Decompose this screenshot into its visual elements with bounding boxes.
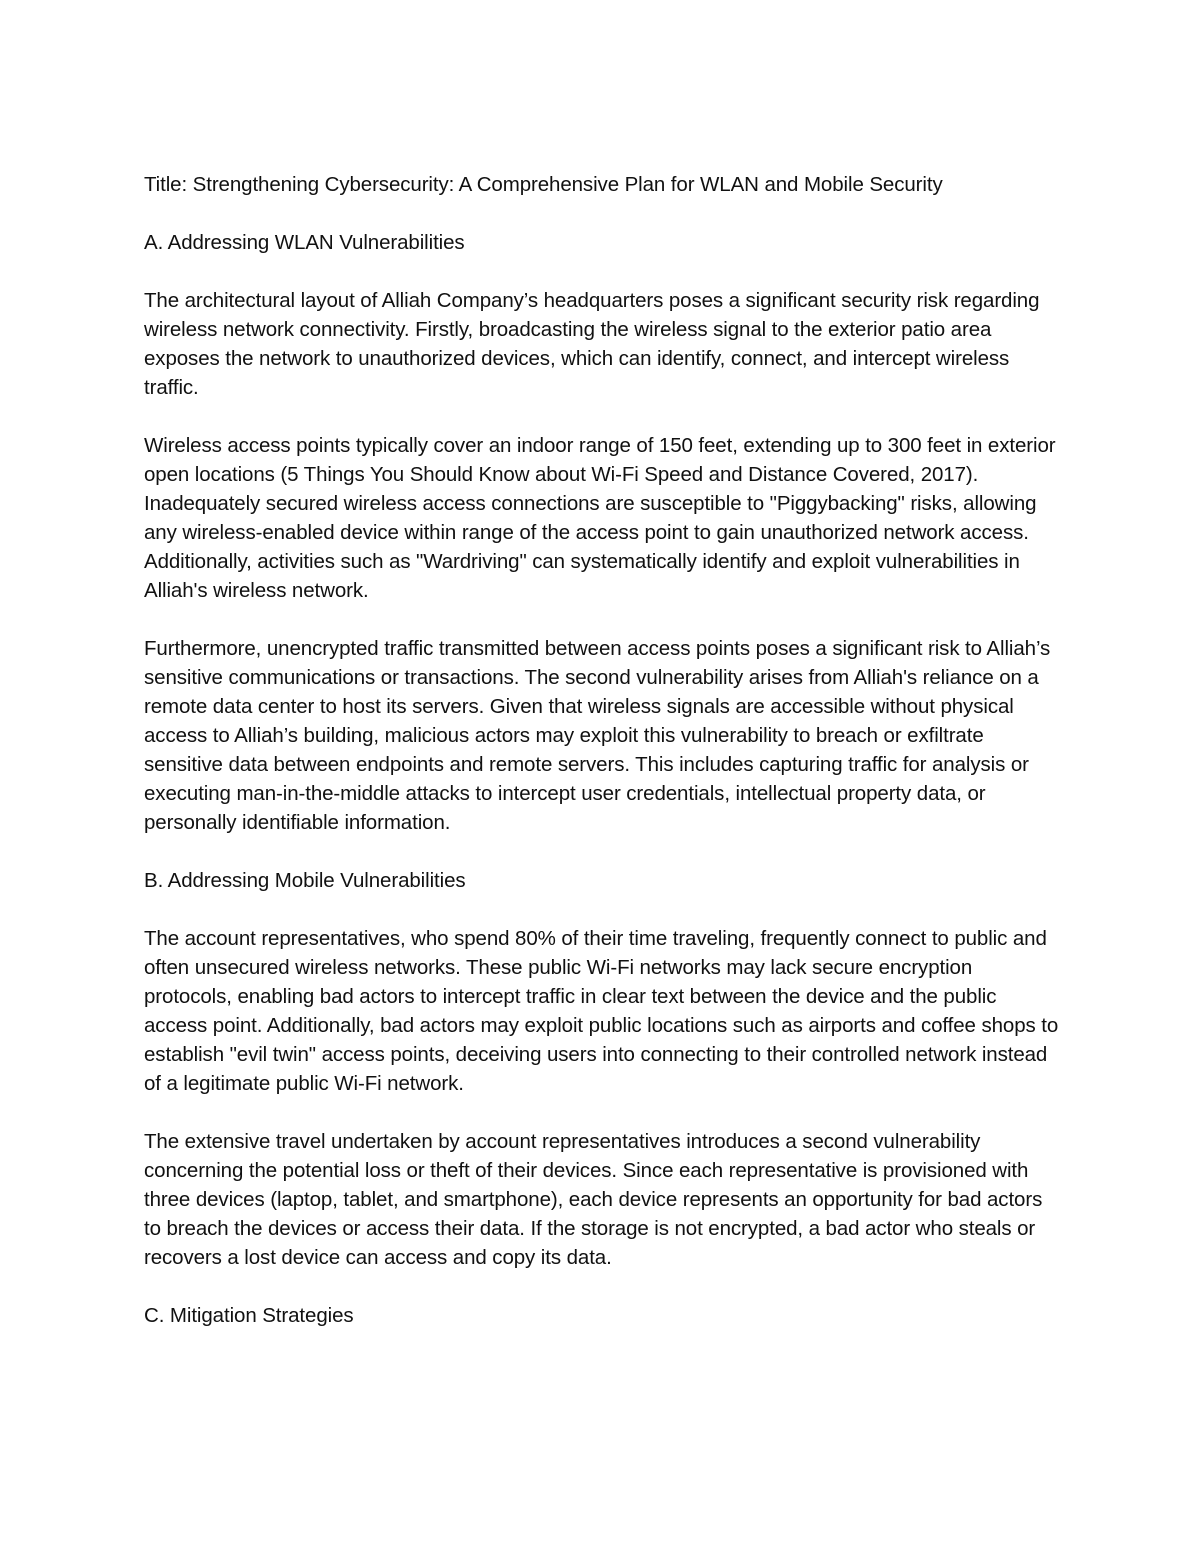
section-b-paragraph-2: The extensive travel undertaken by account representatives introduces a second vulnerability concerning the potential loss or theft of their devices. Since each representative is provisioned with three devices (laptop, tablet, and smartphone), each device represents an opportunity for bad actors to breach the devices or access their data. If the storage is not encrypted, a bad actor who steals or recovers a lost device can access and copy its data. [144, 1130, 1043, 1269]
section-a-paragraph-2: Wireless access points typically cover an indoor range of 150 feet, extending up to 300 feet in exterior open locations (5 Things You Should Know about Wi-Fi Speed and Distance Covered, 2017). Inadequately secured wireless access connections are susceptible to "Piggybacking" risks, allowing any wireless-enabled device within range of the access point to gain unauthorized network access. Additionally, activities such as "Wardriving" can systematically identify and exploit vulnerabilities in Alliah's wireless network. [144, 434, 1056, 602]
document-title: Title: Strengthening Cybersecurity: A Comprehensive Plan for WLAN and Mobile Security [144, 173, 943, 196]
section-a-heading: A. Addressing WLAN Vulnerabilities [144, 231, 465, 254]
section-a-paragraph-3: Furthermore, unencrypted traffic transmitted between access points poses a significant risk to Alliah’s sensitive communications or transactions. The second vulnerability arises from Alliah's reliance on a remote data center to host its servers. Given that wireless signals are accessible without physical access to Alliah’s building, malicious actors may exploit this vulnerability to breach or exfiltrate sensitive data between endpoints and remote servers. This includes capturing traffic for analysis or executing man-in-the-middle attacks to intercept user credentials, intellectual property data, or personally identifiable information. [144, 637, 1051, 834]
section-c-heading: C. Mitigation Strategies [144, 1304, 354, 1327]
section-a-paragraph-1: The architectural layout of Alliah Company’s headquarters poses a significant security risk regarding wireless network connectivity. Firstly, broadcasting the wireless signal to the exterior patio area exposes the network to unauthorized devices, which can identify, connect, and intercept wireless traffic. [144, 289, 1040, 399]
section-b-heading: B. Addressing Mobile Vulnerabilities [144, 869, 466, 892]
document-body [144, 170, 1064, 1359]
section-b-paragraph-1: The account representatives, who spend 80% of their time traveling, frequently connect to public and often unsecured wireless networks. These public Wi-Fi networks may lack secure encryption protocols, enabling bad actors to intercept traffic in clear text between the device and the public access point. Additionally, bad actors may exploit public locations such as airports and coffee shops to establish "evil twin" access points, deceiving users into connecting to their controlled network instead of a legitimate public Wi-Fi network. [144, 927, 1059, 1095]
